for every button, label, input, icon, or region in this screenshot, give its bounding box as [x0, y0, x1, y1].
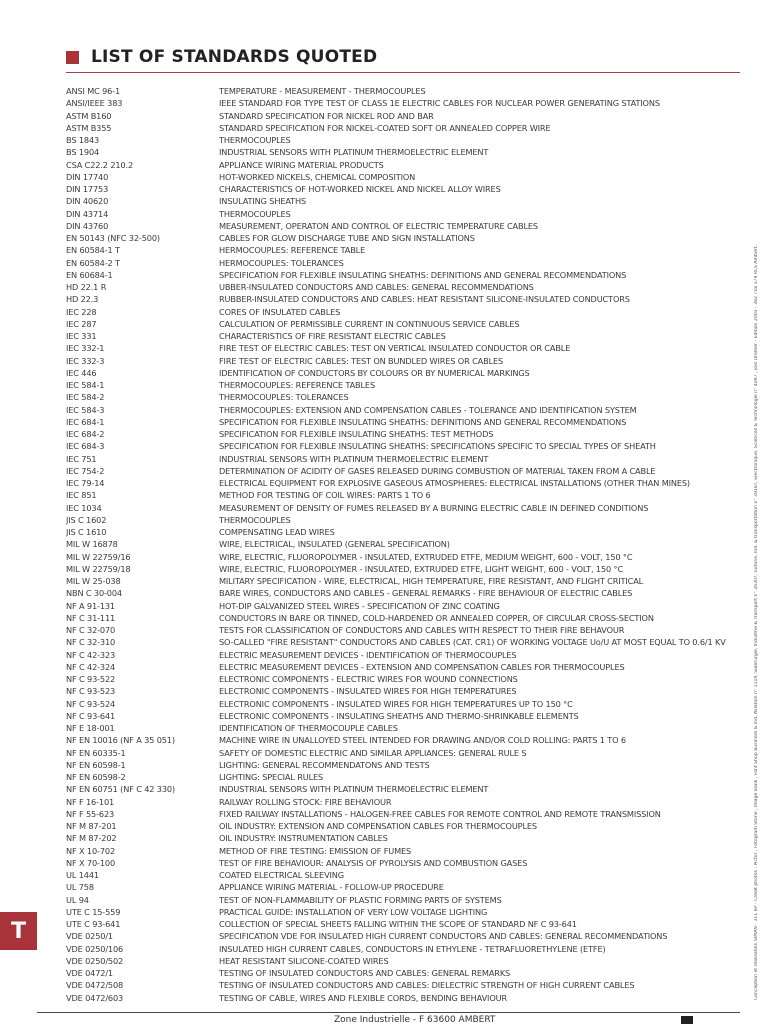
standard-code: MIL W 25-038: [66, 576, 121, 586]
standard-code: ASTM B160: [66, 110, 112, 121]
standard-code: IEC 684-1: [66, 416, 105, 427]
list-item: [66, 257, 746, 269]
list-item: [66, 220, 746, 232]
standard-description: MEASUREMENT OF DENSITY OF FUMES RELEASED BY A BURNING ELECTRIC CABLE IN DEFINED CONDITIONS: [219, 502, 649, 513]
list-item: [66, 440, 746, 452]
standard-description: ELECTRIC MEASUREMENT DEVICES - IDENTIFICATION OF THERMOCOUPLES: [219, 649, 517, 660]
standard-code: NF C 93-522: [66, 674, 116, 684]
standard-code: UTE C 93-641: [66, 919, 121, 929]
standard-code: IEC 446: [66, 367, 97, 378]
standard-code: NF C 31-111: [66, 612, 116, 623]
list-item: [66, 293, 746, 305]
standard-description: FIRE TEST OF ELECTRIC CABLES: TEST ON VERTICAL INSULATED CONDUCTOR OR CABLE: [219, 343, 571, 354]
list-item: [66, 171, 746, 183]
list-item: [66, 857, 746, 869]
list-item: [66, 563, 746, 575]
standard-code: NF F 55-623: [66, 808, 115, 819]
standard-description: APPLIANCE WIRING MATERIAL - FOLLOW-UP PROCEDURE: [219, 882, 444, 893]
standard-code: VDE 0250/1: [66, 931, 113, 942]
footer-address: Zone Industrielle - F 63600 AMBERT: [334, 1015, 496, 1025]
standard-code: NF C 93-641: [66, 710, 116, 721]
list-item: [66, 600, 746, 612]
standard-code: NF C 93-524: [66, 698, 116, 709]
list-item: [66, 783, 746, 795]
standard-description: APPLIANCE WIRING MATERIAL PRODUCTS: [219, 159, 384, 170]
standard-code: VDE 0250/502: [66, 955, 124, 966]
list-item: [66, 992, 746, 1004]
list-item: [66, 771, 746, 783]
list-item: [66, 134, 746, 146]
list-item: [66, 979, 746, 991]
standard-description: CORES OF INSULATED CABLES: [219, 306, 341, 317]
standard-description: FIRE TEST OF ELECTRIC CABLES: TEST ON BUNDLED WIRES OR CABLES: [219, 355, 504, 366]
list-item: [66, 85, 746, 97]
standard-code: UL 758: [66, 882, 94, 893]
standard-code: HD 22.1 R: [66, 282, 107, 292]
standard-description: SPECIFICATION VDE FOR INSULATED HIGH CURRENT CONDUCTORS AND CABLES: GENERAL RECOMMENDATIONS: [219, 931, 668, 942]
list-item: [66, 808, 746, 820]
standard-code: DIN 43760: [66, 220, 109, 231]
standard-description: CABLES FOR GLOW DISCHARGE TUBE AND SIGN INSTALLATIONS: [219, 233, 475, 243]
standard-code: NF EN 60598-2: [66, 772, 126, 782]
list-item: [66, 575, 746, 587]
standard-code: MIL W 22759/16: [66, 551, 131, 562]
list-item: [66, 869, 746, 881]
list-item: [66, 918, 746, 930]
standard-code: EN 60684-1: [66, 269, 113, 280]
section-badge: [0, 912, 37, 950]
standard-code: DIN 17753: [66, 184, 109, 194]
standard-description: ELECTRONIC COMPONENTS - ELECTRIC WIRES FOR WOUND CONNECTIONS: [219, 674, 518, 684]
list-item: [66, 489, 746, 501]
list-item: [66, 612, 746, 624]
standard-description: THERMOCOUPLES: TOLERANCES: [219, 392, 349, 403]
standard-description: WIRE, ELECTRIC, FLUOROPOLYMER - INSULATED, EXTRUDED ETFE, MEDIUM WEIGHT, 600 - VOLT, 150 °C: [219, 551, 633, 562]
standard-code: ANSI/IEEE 383: [66, 98, 123, 109]
standard-code: NF C 42-324: [66, 661, 116, 672]
standard-code: IEC 332-1: [66, 343, 105, 354]
standard-description: THERMOCOUPLES: [219, 514, 291, 525]
standard-description: ELECTRONIC COMPONENTS - INSULATED WIRES FOR HIGH TEMPERATURES UP TO 150 °C: [219, 698, 573, 709]
list-item: [66, 526, 746, 538]
list-item: [66, 722, 746, 734]
standard-description: SPECIFICATION FOR FLEXIBLE INSULATING SHEATHS: DEFINITIONS AND GENERAL RECOMMENDATIONS: [219, 416, 627, 427]
standard-code: NF C 42-323: [66, 649, 116, 660]
list-item: [66, 881, 746, 893]
standard-description: RUBBER-INSULATED CONDUCTORS AND CABLES: HEAT RESISTANT SILICONE-INSULATED CONDUCTORS: [219, 294, 630, 305]
standard-code: UTE C 15-559: [66, 906, 121, 917]
standard-code: MIL W 16878: [66, 539, 118, 550]
list-item: [66, 477, 746, 489]
section-badge-letter: T: [10, 918, 26, 944]
standard-description: THERMOCOUPLES: EXTENSION AND COMPENSATION CABLES - TOLERANCE AND IDENTIFICATION SYSTEM: [219, 404, 637, 415]
standard-description: SPECIFICATION FOR FLEXIBLE INSULATING SHEATHS: TEST METHODS: [219, 429, 494, 439]
list-item: [66, 747, 746, 759]
standard-code: EN 50143 (NFC 32-500): [66, 233, 160, 243]
standard-description: MEASUREMENT, OPERATON AND CONTROL OF ELECTRIC TEMPERATURE CABLES: [219, 220, 538, 231]
standard-description: INDUSTRIAL SENSORS WITH PLATINUM THERMOELECTRIC ELEMENT: [219, 453, 489, 464]
standard-code: CSA C22.2 210.2: [66, 159, 134, 170]
standard-code: IEC 228: [66, 306, 97, 317]
list-item: [66, 587, 746, 599]
list-item: [66, 367, 746, 379]
standard-code: IEC 754-2: [66, 465, 105, 476]
standard-description: METHOD OF FIRE TESTING: EMISSION OF FUMES: [219, 845, 412, 856]
standard-code: NF X 70-100: [66, 857, 115, 868]
standard-description: LIGHTING: GENERAL RECOMMENDATONS AND TESTS: [219, 759, 430, 770]
list-item: [66, 465, 746, 477]
list-item: [66, 244, 746, 256]
standard-description: HERMOCOUPLES: TOLERANCES: [219, 257, 344, 268]
list-item: [66, 673, 746, 685]
list-item: [66, 208, 746, 220]
title-rule: [66, 72, 740, 73]
standard-code: UL 94: [66, 894, 89, 905]
standard-code: IEC 851: [66, 490, 97, 501]
standard-description: STANDARD SPECIFICATION FOR NICKEL ROD AND BAR: [219, 110, 434, 121]
standard-code: NF M 87-201: [66, 821, 117, 831]
list-item: [66, 355, 746, 367]
standard-code: NF E 18-001: [66, 723, 115, 733]
standard-code: VDE 0472/603: [66, 992, 124, 1003]
list-item: [66, 759, 746, 771]
standard-code: EN 60584-1 T: [66, 245, 120, 256]
standard-description: THERMOCOUPLES: [219, 135, 291, 145]
footer-square-marker: [681, 1016, 693, 1024]
standard-code: NF EN 60751 (NF C 42 330): [66, 784, 176, 795]
list-item: [66, 502, 746, 514]
standard-code: UL 1441: [66, 870, 99, 880]
standard-code: VDE 0472/508: [66, 980, 124, 991]
list-item: [66, 122, 746, 134]
standard-code: NF EN 60335-1: [66, 747, 126, 758]
list-item: [66, 967, 746, 979]
list-item: [66, 514, 746, 526]
standard-code: IEC 287: [66, 318, 97, 329]
list-item: [66, 342, 746, 354]
standard-description: INDUSTRIAL SENSORS WITH PLATINUM THERMOELECTRIC ELEMENT: [219, 147, 489, 158]
standard-description: CHARACTERISTICS OF HOT-WORKED NICKEL AND NICKEL ALLOY WIRES: [219, 184, 501, 194]
title-square-marker: [66, 51, 79, 64]
standard-description: INSULATED HIGH CURRENT CABLES, CONDUCTORS IN ETHYLENE - TETRAFLUORETHYLENE (ETFE): [219, 943, 606, 954]
standard-description: FIXED RAILWAY INSTALLATIONS - HALOGEN-FREE CABLES FOR REMOTE CONTROL AND REMOTE TRANSMISSION: [219, 808, 661, 819]
standard-code: DIN 17740: [66, 171, 109, 182]
standard-description: CHARACTERISTICS OF FIRE RESISTANT ELECTRIC CABLES: [219, 331, 446, 341]
standard-description: WIRE, ELECTRICAL, INSULATED (GENERAL SPECIFICATION): [219, 539, 450, 550]
list-item: [66, 195, 746, 207]
standard-description: RAILWAY ROLLING STOCK: FIRE BEHAVIOUR: [219, 796, 392, 807]
standard-description: THERMOCOUPLES: [219, 208, 291, 219]
standard-description: INDUSTRIAL SENSORS WITH PLATINUM THERMOELECTRIC ELEMENT: [219, 784, 489, 795]
standard-code: NF F 16-101: [66, 796, 115, 807]
standard-description: DETERMINATION OF ACIDITY OF GASES RELEASED DURING COMBUSTION OF MATERIAL TAKEN FROM A CABLE: [219, 465, 656, 476]
list-item: [66, 710, 746, 722]
list-item: [66, 306, 746, 318]
list-item: [66, 110, 746, 122]
standard-description: TEST OF FIRE BEHAVIOUR: ANALYSIS OF PYROLYSIS AND COMBUSTION GASES: [219, 857, 528, 868]
standard-code: BS 1904: [66, 147, 100, 158]
standard-description: COMPENSATING LEAD WIRES: [219, 527, 335, 537]
list-item: [66, 636, 746, 648]
list-item: [66, 404, 746, 416]
standard-description: PRACTICAL GUIDE: INSTALLATION OF VERY LOW VOLTAGE LIGHTING: [219, 906, 488, 917]
standard-code: VDE 0250/106: [66, 943, 124, 954]
standard-code: IEC 751: [66, 453, 97, 464]
standard-code: NF M 87-202: [66, 833, 117, 844]
standard-code: DIN 43714: [66, 208, 109, 219]
standard-description: CALCULATION OF PERMISSIBLE CURRENT IN CONTINUOUS SERVICE CABLES: [219, 318, 520, 329]
list-item: [66, 698, 746, 710]
standard-description: COATED ELECTRICAL SLEEVING: [219, 870, 344, 880]
standard-code: NF X 10-702: [66, 845, 115, 856]
standard-code: IEC 1034: [66, 502, 102, 513]
standard-code: IEC 332-3: [66, 355, 105, 366]
standard-code: NF A 91-131: [66, 600, 115, 611]
list-item: [66, 183, 746, 195]
standard-code: MIL W 22759/18: [66, 563, 131, 574]
standard-code: DIN 40620: [66, 196, 109, 207]
list-item: [66, 538, 746, 550]
footer-rule: [37, 1012, 740, 1013]
standard-code: IEC 584-2: [66, 392, 105, 403]
standard-code: HD 22.3: [66, 294, 99, 305]
standard-description: SPECIFICATION FOR FLEXIBLE INSULATING SHEATHS: SPECIFICATIONS SPECIFIC TO SPECIAL TYPES OF SHEATH: [219, 441, 656, 452]
standard-description: METHOD FOR TESTING OF COIL WIRES: PARTS 1 TO 6: [219, 490, 431, 501]
list-item: [66, 428, 746, 440]
standard-code: IEC 684-2: [66, 429, 105, 439]
list-item: [66, 146, 746, 158]
standard-code: EN 60584-2 T: [66, 257, 120, 268]
standard-description: TESTING OF CABLE, WIRES AND FLEXIBLE CORDS, BENDING BEHAVIOUR: [219, 992, 507, 1003]
standard-description: HOT-DIP GALVANIZED STEEL WIRES - SPECIFICATION OF ZINC COATING: [219, 600, 500, 611]
standard-description: MACHINE WIRE IN UNALLOYED STEEL INTENDED FOR DRAWING AND/OR COLD ROLLING: PARTS 1 TO 6: [219, 735, 626, 746]
standard-description: OIL INDUSTRY: EXTENSION AND COMPENSATION CABLES FOR THERMOCOUPLES: [219, 821, 537, 831]
standard-description: UBBER-INSULATED CONDUCTORS AND CABLES: GENERAL RECOMMENDATIONS: [219, 282, 534, 292]
standard-description: SPECIFICATION FOR FLEXIBLE INSULATING SHEATHS: DEFINITIONS AND GENERAL RECOMMENDATIONS: [219, 269, 627, 280]
list-item: [66, 734, 746, 746]
standard-code: ANSI MC 96-1: [66, 86, 121, 96]
standard-description: ELECTRONIC COMPONENTS - INSULATED WIRES FOR HIGH TEMPERATURES: [219, 686, 517, 697]
list-item: [66, 894, 746, 906]
list-item: [66, 97, 746, 109]
standard-description: SAFETY OF DOMESTIC ELECTRIC AND SIMILAR APPLIANCES: GENERAL RULE S: [219, 747, 527, 758]
standard-description: INSULATING SHEATHS: [219, 196, 307, 207]
standard-description: SO-CALLED "FIRE RESISTANT" CONDUCTORS AND CABLES (CAT. CR1) OF WORKING VOLTAGE Uo/U AT MOST EQUAL TO 0.6/1 KV: [219, 637, 726, 648]
standard-code: ASTM B355: [66, 122, 112, 133]
standard-description: TEST OF NON-FLAMMABILITY OF PLASTIC FORMING PARTS OF SYSTEMS: [219, 894, 502, 905]
standard-description: CONDUCTORS IN BARE OR TINNED, COLD-HARDENED OR ANNEALED COPPER, OF CIRCULAR CROSS-SECTION: [219, 612, 654, 623]
standard-description: ELECTRICAL EQUIPMENT FOR EXPLOSIVE GASEOUS ATMOSPHERES: ELECTRICAL INSTALLATIONS (OTHER THAN MINES): [219, 478, 690, 488]
standard-description: IDENTIFICATION OF CONDUCTORS BY COLOURS OR BY NUMERICAL MARKINGS: [219, 367, 530, 378]
standard-code: BS 1843: [66, 135, 100, 145]
list-item: [66, 391, 746, 403]
standard-description: HOT-WORKED NICKELS, CHEMICAL COMPOSITION: [219, 171, 416, 182]
standard-code: IEC 79-14: [66, 478, 105, 488]
standard-code: NBN C 30-004: [66, 588, 122, 599]
list-item: [66, 416, 746, 428]
standard-code: VDE 0472/1: [66, 968, 113, 978]
standard-description: IDENTIFICATION OF THERMOCOUPLE CABLES: [219, 723, 398, 733]
list-item: [66, 281, 746, 293]
standard-description: OIL INDUSTRY: INSTRUMENTATION CABLES: [219, 833, 388, 844]
standard-description: TEMPERATURE - MEASUREMENT - THERMOCOUPLES: [219, 86, 426, 96]
standard-description: THERMOCOUPLES: REFERENCE TABLES: [219, 380, 376, 390]
page-title: LIST OF STANDARDS QUOTED: [91, 47, 378, 67]
standard-description: MILITARY SPECIFICATION - WIRE, ELECTRICAL, HIGH TEMPERATURE, FIRE RESISTANT, AND FLIGHT CRITICAL: [219, 576, 644, 586]
standard-description: WIRE, ELECTRIC, FLUOROPOLYMER - INSULATED, EXTRUDED ETFE, LIGHT WEIGHT, 600 - VOLT, 150 °C: [219, 563, 624, 574]
list-item: [66, 551, 746, 563]
side-credits: Conception et réalisation SIMAN - 311 BP - Crédit photos : Pictor , Fotogram Stone , Image Bank , Font Shop Business & Ind. Aviation n° 1119, Sidérurgie, Industrie & Transport n° 2630?, Turbine, Ind. & transportation n° 3918?, Electronique, Sciences & Technologie n° 4097 , Joël Dremer - Edition 2003 - 382 718 179 RCS Ambert.: [754, 245, 759, 1000]
standard-description: COLLECTION OF SPECIAL SHEETS FALLING WITHIN THE SCOPE OF STANDARD NF C 93-641: [219, 919, 577, 929]
list-item: [66, 685, 746, 697]
list-item: [66, 930, 746, 942]
list-item: [66, 820, 746, 832]
list-item: [66, 330, 746, 342]
standard-description: BARE WIRES, CONDUCTORS AND CABLES - GENERAL REMARKS - FIRE BEHAVIOUR OF ELECTRIC CABLES: [219, 588, 633, 599]
list-item: [66, 269, 746, 281]
standard-code: IEC 684-3: [66, 441, 105, 452]
list-item: [66, 318, 746, 330]
list-item: [66, 379, 746, 391]
list-item: [66, 955, 746, 967]
standard-code: IEC 584-3: [66, 404, 105, 415]
standard-code: JIS C 1610: [66, 527, 107, 537]
list-item: [66, 906, 746, 918]
list-item: [66, 661, 746, 673]
standard-code: NF C 93-523: [66, 686, 116, 697]
list-item: [66, 943, 746, 955]
standard-description: IEEE STANDARD FOR TYPE TEST OF CLASS 1E ELECTRIC CABLES FOR NUCLEAR POWER GENERATING STATIONS: [219, 98, 660, 109]
standard-code: NF C 32-310: [66, 637, 116, 648]
standard-description: HEAT RESISTANT SILICONE-COATED WIRES: [219, 955, 389, 966]
standard-description: LIGHTING: SPECIAL RULES: [219, 772, 324, 782]
standard-code: IEC 331: [66, 331, 97, 341]
standard-code: NF EN 10016 (NF A 35 051): [66, 735, 175, 746]
list-item: [66, 624, 746, 636]
list-item: [66, 845, 746, 857]
list-item: [66, 232, 746, 244]
standard-description: STANDARD SPECIFICATION FOR NICKEL-COATED SOFT OR ANNEALED COPPER WIRE: [219, 122, 551, 133]
list-item: [66, 159, 746, 171]
standard-code: IEC 584-1: [66, 380, 105, 390]
list-item: [66, 796, 746, 808]
standard-code: JIS C 1602: [66, 514, 107, 525]
page-header: [66, 47, 377, 67]
standard-description: TESTING OF INSULATED CONDUCTORS AND CABLES: DIELECTRIC STRENGTH OF HIGH CURRENT CABLES: [219, 980, 635, 991]
list-item: [66, 453, 746, 465]
standard-description: TESTS FOR CLASSIFICATION OF CONDUCTORS AND CABLES WITH RESPECT TO THEIR FIRE BEHAVOUR: [219, 625, 625, 635]
standard-description: TESTING OF INSULATED CONDUCTORS AND CABLES: GENERAL REMARKS: [219, 968, 511, 978]
standard-description: ELECTRONIC COMPONENTS - INSULATING SHEATHS AND THERMO-SHRINKABLE ELEMENTS: [219, 710, 579, 721]
list-item: [66, 832, 746, 844]
standard-description: HERMOCOUPLES: REFERENCE TABLE: [219, 245, 366, 256]
standard-code: NF C 32-070: [66, 625, 116, 635]
standard-code: NF EN 60598-1: [66, 759, 126, 770]
list-item: [66, 649, 746, 661]
standards-list: [66, 85, 746, 1004]
standard-description: ELECTRIC MEASUREMENT DEVICES - EXTENSION AND COMPENSATION CABLES FOR THERMOCOUPLES: [219, 661, 625, 672]
